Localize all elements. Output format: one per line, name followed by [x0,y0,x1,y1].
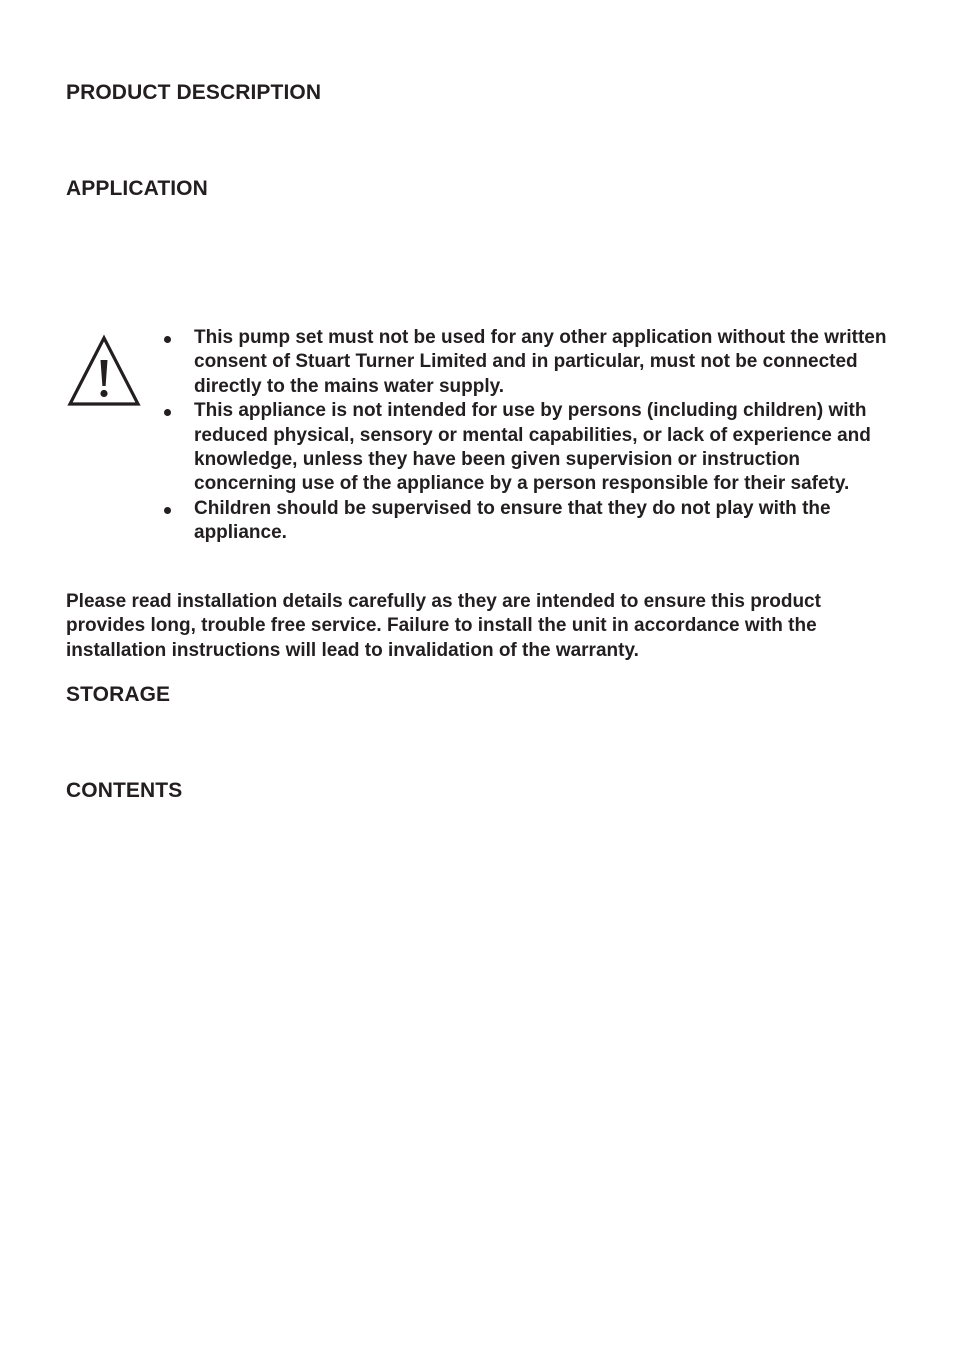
installation-note: Please read installation details carefully as they are intended to ensure this product provides long, trouble free service. Failure to install the unit in accordance with the installation instructions will lead to invalidation of the warranty. [66,591,821,661]
storage-heading: STORAGE [66,683,171,706]
bullet-icon [164,507,171,514]
bullet-icon [164,336,171,343]
warning-item [160,399,890,497]
application-heading: APPLICATION [66,177,208,200]
warning-item-text: This appliance is not intended for use by persons (including children) with reduced physical, sensory or mental capabilities, or lack of experience and knowledge, unless they have been given supervision or instruction concerning use of the appliance by a person responsible for their safety. [194,400,871,495]
bullet-icon [164,409,171,416]
warning-triangle-icon [67,334,141,408]
warning-item-text: Children should be supervised to ensure that they do not play with the appliance. [194,497,831,544]
warning-item [160,326,890,399]
warning-item-text: This pump set must not be used for any other application without the written consent of Stuart Turner Limited and in particular, must not be connected directly to the mains water supply. [194,327,887,397]
warning-item [160,497,890,546]
contents-heading: CONTENTS [66,779,183,802]
warning-list [160,326,890,546]
product-description-heading: PRODUCT DESCRIPTION [66,81,322,104]
